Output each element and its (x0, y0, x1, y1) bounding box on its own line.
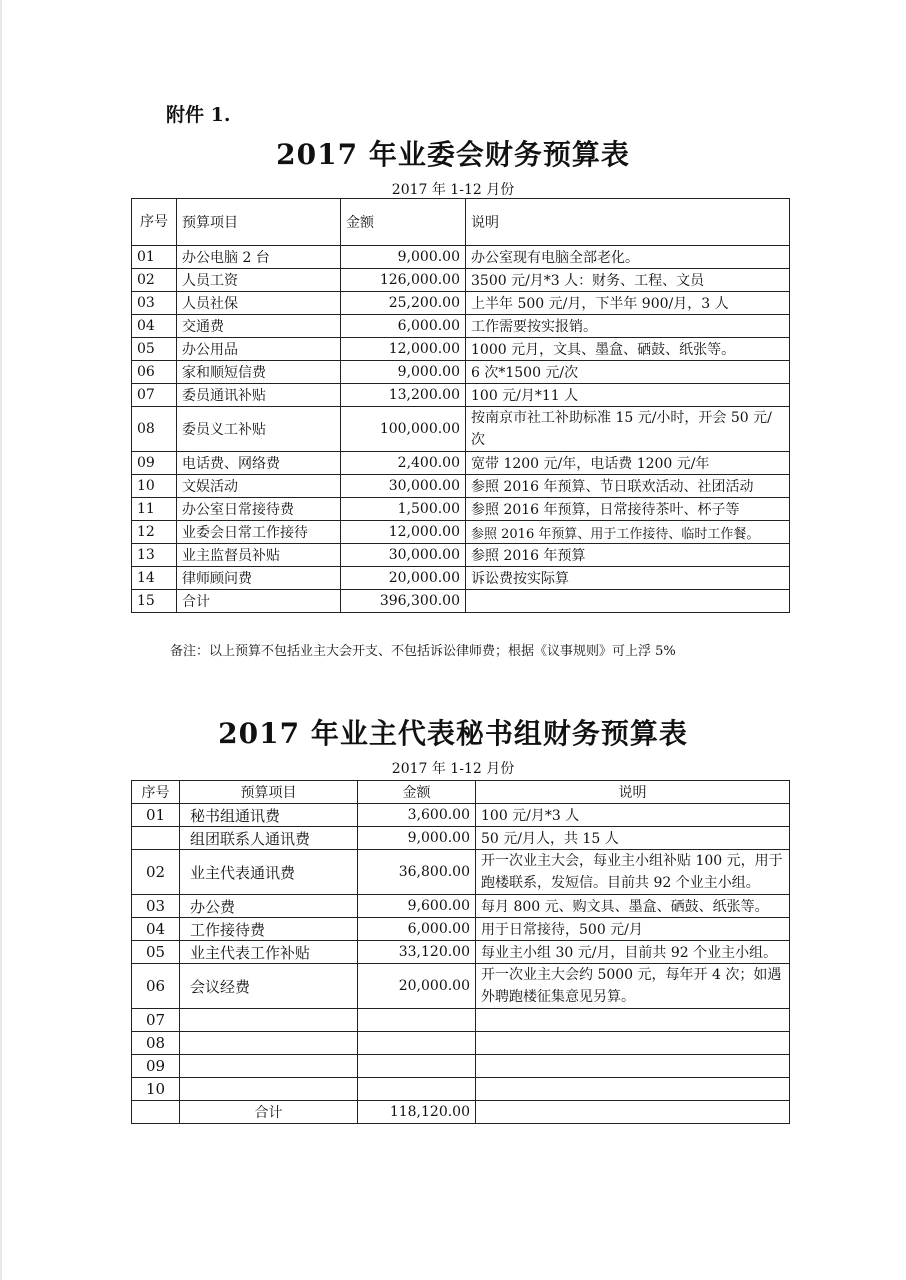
table-row (132, 361, 790, 384)
seq-cell: 10 (132, 475, 177, 498)
table-row (132, 827, 790, 850)
header-note: 说明 (476, 781, 790, 804)
seq-cell: 04 (132, 315, 177, 338)
table-row (132, 964, 790, 1009)
table-header-row (132, 781, 790, 804)
note-cell: 用于日常接待，500 元/月 (476, 918, 790, 941)
item-cell: 会议经费 (180, 964, 358, 1009)
table-row (132, 498, 790, 521)
seq-cell: 05 (132, 338, 177, 361)
item-cell: 业主监督员补贴 (177, 544, 341, 567)
table-row (132, 850, 790, 895)
table-row (132, 1009, 790, 1032)
table-row (132, 895, 790, 918)
amount-cell: 33,120.00 (358, 941, 476, 964)
table-row (132, 452, 790, 475)
item-cell: 业主代表通讯费 (180, 850, 358, 895)
header-amount: 金额 (358, 781, 476, 804)
table-row (132, 475, 790, 498)
amount-cell: 9,000.00 (341, 246, 466, 269)
note-cell (476, 1009, 790, 1032)
note-cell: 50 元/月人，共 15 人 (476, 827, 790, 850)
table-row (132, 521, 790, 544)
table-row (132, 292, 790, 315)
amount-cell (358, 1032, 476, 1055)
seq-cell: 05 (132, 941, 180, 964)
item-cell: 人员社保 (177, 292, 341, 315)
item-cell: 人员工资 (177, 269, 341, 292)
note-cell: 3500 元/月*3 人：财务、工程、文员 (466, 269, 790, 292)
item-cell: 委员义工补贴 (177, 407, 341, 452)
table-row-total (132, 1101, 790, 1124)
amount-cell: 13,200.00 (341, 384, 466, 407)
table1-period: 2017 年 1-12 月份 (391, 182, 515, 198)
seq-cell: 03 (132, 292, 177, 315)
item-cell (180, 1009, 358, 1032)
item-cell: 业主代表工作补贴 (180, 941, 358, 964)
header-note: 说明 (466, 199, 790, 246)
table-row (132, 246, 790, 269)
note-cell: 100 元/月*3 人 (476, 804, 790, 827)
table2-title: 2017 年业主代表秘书组财务预算表 (218, 717, 688, 750)
table-row (132, 544, 790, 567)
total-label: 合计 (180, 1101, 358, 1124)
seq-cell: 02 (132, 850, 180, 895)
item-cell: 交通费 (177, 315, 341, 338)
amount-cell: 12,000.00 (341, 521, 466, 544)
item-cell: 律师顾问费 (177, 567, 341, 590)
seq-cell: 12 (132, 521, 177, 544)
item-cell (180, 1078, 358, 1101)
table-row (132, 804, 790, 827)
note-cell: 每业主小组 30 元/月，目前共 92 个业主小组。 (476, 941, 790, 964)
table-row (132, 941, 790, 964)
seq-cell: 09 (132, 452, 177, 475)
note-cell: 开一次业主大会，每业主小组补贴 100 元，用于跑楼联系，发短信。目前共 92 个业主小组。 (476, 850, 790, 895)
amount-cell: 9,000.00 (341, 361, 466, 384)
amount-cell: 30,000.00 (341, 475, 466, 498)
note-cell (476, 1032, 790, 1055)
seq-cell: 04 (132, 918, 180, 941)
table-row (132, 1032, 790, 1055)
item-cell: 电话费、网络费 (177, 452, 341, 475)
note-cell: 开一次业主大会约 5000 元，每年开 4 次；如遇外聘跑楼征集意见另算。 (476, 964, 790, 1009)
note-cell (476, 1078, 790, 1101)
table1-remark: 备注：以上预算不包括业主大会开支、不包括诉讼律师费；根据《议事规则》可上浮 5% (170, 644, 676, 659)
seq-cell (132, 1101, 180, 1124)
header-item: 预算项目 (177, 199, 341, 246)
seq-cell: 13 (132, 544, 177, 567)
seq-cell: 08 (132, 407, 177, 452)
seq-cell: 11 (132, 498, 177, 521)
item-cell: 秘书组通讯费 (180, 804, 358, 827)
note-cell: 上半年 500 元/月，下半年 900/月，3 人 (466, 292, 790, 315)
amount-cell (358, 1078, 476, 1101)
table-row (132, 407, 790, 452)
table-row (132, 918, 790, 941)
seq-cell: 14 (132, 567, 177, 590)
seq-cell: 06 (132, 964, 180, 1009)
item-cell: 办公电脑 2 台 (177, 246, 341, 269)
table-row (132, 1055, 790, 1078)
amount-cell: 9,000.00 (358, 827, 476, 850)
note-cell: 参照 2016 年预算、节日联欢活动、社团活动 (466, 475, 790, 498)
amount-cell: 126,000.00 (341, 269, 466, 292)
table-row (132, 269, 790, 292)
secretariat-budget-table (131, 780, 790, 1124)
seq-cell: 01 (132, 246, 177, 269)
seq-cell: 15 (132, 590, 177, 613)
amount-cell: 20,000.00 (341, 567, 466, 590)
seq-cell: 03 (132, 895, 180, 918)
header-seq: 序号 (132, 781, 180, 804)
header-item: 预算项目 (180, 781, 358, 804)
header-seq: 序号 (132, 199, 177, 246)
amount-cell: 6,000.00 (358, 918, 476, 941)
item-cell: 办公费 (180, 895, 358, 918)
table2-period: 2017 年 1-12 月份 (391, 761, 515, 777)
item-cell: 工作接待费 (180, 918, 358, 941)
note-cell: 办公室现有电脑全部老化。 (466, 246, 790, 269)
seq-cell: 07 (132, 384, 177, 407)
amount-cell: 20,000.00 (358, 964, 476, 1009)
seq-cell: 02 (132, 269, 177, 292)
item-cell: 组团联系人通讯费 (180, 827, 358, 850)
seq-cell: 10 (132, 1078, 180, 1101)
item-cell: 文娱活动 (177, 475, 341, 498)
amount-cell: 6,000.00 (341, 315, 466, 338)
item-cell: 办公用品 (177, 338, 341, 361)
item-cell (180, 1055, 358, 1078)
amount-cell (358, 1055, 476, 1078)
table-row (132, 315, 790, 338)
note-cell: 按南京市社工补助标准 15 元/小时，开会 50 元/次 (466, 407, 790, 452)
amount-cell: 36,800.00 (358, 850, 476, 895)
note-cell (476, 1055, 790, 1078)
seq-cell (132, 827, 180, 850)
seq-cell: 06 (132, 361, 177, 384)
table-row (132, 567, 790, 590)
seq-cell: 09 (132, 1055, 180, 1078)
amount-cell (358, 1009, 476, 1032)
note-cell: 参照 2016 年预算 (466, 544, 790, 567)
amount-cell: 25,200.00 (341, 292, 466, 315)
note-cell (466, 590, 790, 613)
amount-cell: 3,600.00 (358, 804, 476, 827)
table-row (132, 384, 790, 407)
table-row (132, 1078, 790, 1101)
item-cell (180, 1032, 358, 1055)
amount-cell: 12,000.00 (341, 338, 466, 361)
seq-cell: 01 (132, 804, 180, 827)
note-cell: 参照 2016 年预算，日常接待茶叶、杯子等 (466, 498, 790, 521)
attachment-label: 附件 1. (166, 104, 231, 126)
item-cell: 家和顺短信费 (177, 361, 341, 384)
amount-cell: 30,000.00 (341, 544, 466, 567)
note-cell (476, 1101, 790, 1124)
note-cell: 每月 800 元、购文具、墨盒、硒鼓、纸张等。 (476, 895, 790, 918)
table-row-total (132, 590, 790, 613)
note-cell: 工作需要按实报销。 (466, 315, 790, 338)
note-cell: 100 元/月*11 人 (466, 384, 790, 407)
table-header-row (132, 199, 790, 246)
note-cell: 1000 元月，文具、墨盒、硒鼓、纸张等。 (466, 338, 790, 361)
note-cell: 宽带 1200 元/年，电话费 1200 元/年 (466, 452, 790, 475)
item-cell: 办公室日常接待费 (177, 498, 341, 521)
amount-cell: 2,400.00 (341, 452, 466, 475)
table1-title: 2017 年业委会财务预算表 (276, 138, 630, 171)
header-amount: 金额 (341, 199, 466, 246)
note-cell: 参照 2016 年预算、用于工作接待、临时工作餐。 (466, 521, 790, 544)
amount-cell: 100,000.00 (341, 407, 466, 452)
seq-cell: 07 (132, 1009, 180, 1032)
item-cell: 业委会日常工作接待 (177, 521, 341, 544)
amount-cell: 9,600.00 (358, 895, 476, 918)
item-cell: 委员通讯补贴 (177, 384, 341, 407)
note-cell: 诉讼费按实际算 (466, 567, 790, 590)
table-row (132, 338, 790, 361)
amount-cell: 1,500.00 (341, 498, 466, 521)
total-amount: 118,120.00 (358, 1101, 476, 1124)
amount-cell: 396,300.00 (341, 590, 466, 613)
seq-cell: 08 (132, 1032, 180, 1055)
committee-budget-table (131, 198, 790, 613)
item-cell: 合计 (177, 590, 341, 613)
note-cell: 6 次*1500 元/次 (466, 361, 790, 384)
